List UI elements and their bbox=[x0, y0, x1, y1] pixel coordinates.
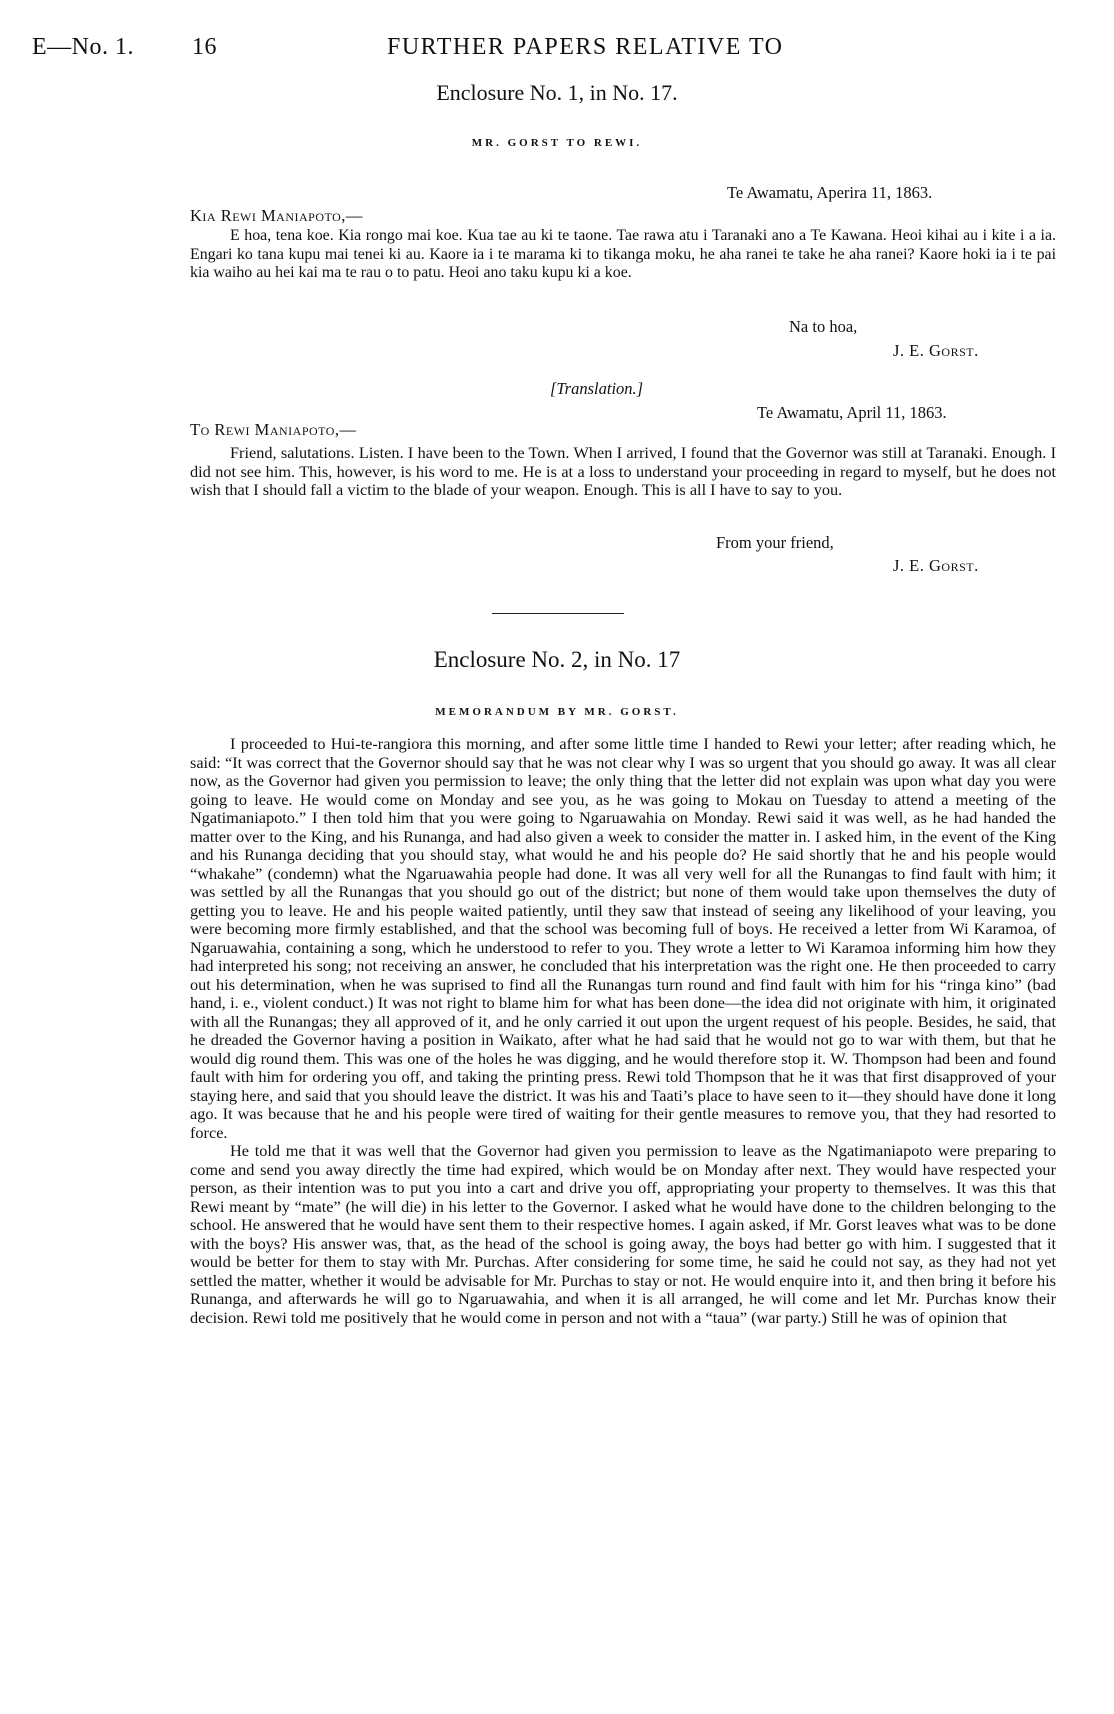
english-letter-body bbox=[190, 444, 1056, 500]
english-letter-text: Friend, salutations. Listen. I have been to the Town. When I arrived, I found that the Governor was still at Taranaki. Enough. I did not see him. This, however, is his word to me. He is at a loss to understand your proceeding in regard to myself, but he does not wish that I should fall a victim to the blade of your weapon. Enough. This is all I have to say to you. bbox=[190, 443, 1056, 499]
section-divider bbox=[492, 613, 624, 614]
memorandum-paragraph-1: I proceeded to Hui-te-rangiora this morning, and after some little time I handed to Rewi your letter; after reading which, he said: “It was correct that the Governor should say that he was not clear why I was so urgent that you should go away. It was all clear now, as the Governor had given you permission to leave; the only thing that the letter did not explain was upon what day you were going to leave. He would come on Monday and see you, as he was going to Mokau on Tuesday to attend a meeting of the Ngatimaniapoto.” I then told him that you were going to Ngaruawahia on Monday. Rewi said it was well, as he had handed the matter over to the King, and his Runanga, and had also given a week to consider the matter in. I asked him, in the event of the King and his Runanga deciding that you should stay, what would he and his people do? He said shortly that he and his people would “whakahe” (condemn) what the Ngaruawahia people had done. It was all very well for all the Runangas to find fault with him; it was settled by all the Runangas that you should go out of the district; but none of them would take upon themselves the duty of getting you to leave. He and his people waited patiently, until they saw that instead of seeing any likelihood of your leaving, you were becoming more firmly established, and that the school was becoming full of boys. He received a letter from Wi Karamoa, of Ngaruawahia, containing a song, which he understood to refer to you. They wrote a letter to Wi Karamoa informing him how they had interpreted his song; not receiving an answer, he concluded that his interpretation was the right one. He then proceeded to carry out his determination, when he was suprised to find all the Runangas turn round and find fault with him for his “ringa kino” (bad hand, i. e., violent conduct.) It was not right to blame him for what has been done—the idea did not originate with him, it originated with all the Runangas; they all approved of it, and he only carried it out upon the urgent request of his people. Besides, he said, that he dreaded the Governor having a position in Waikato, after what he had said that he would not go to war with them, but that he would dig round them. This was one of the holes he was digging, and he would therefore stop it. W. Thompson had been and found fault with him for ordering you off, and taking the printing press. Rewi told Thompson that he it was that first disapproved of your staying here, and said that you should leave the district. It was his and Taati’s place to have seen to it—they should have done it long ago. It was because that he and his people were tired of waiting for their gentle measures to remove you, that they had resorted to force. bbox=[190, 734, 1056, 1142]
translation-label: [Translation.] bbox=[550, 379, 644, 398]
maori-salutation: Kia Rewi Maniapoto,— bbox=[190, 206, 363, 225]
english-salutation: To Rewi Maniapoto,— bbox=[190, 420, 357, 439]
header-series: E—No. 1. bbox=[32, 34, 134, 60]
running-title: FURTHER PAPERS RELATIVE TO bbox=[387, 34, 784, 60]
enclosure2-subheading: MEMORANDUM BY MR. GORST. bbox=[435, 706, 679, 718]
maori-place-date: Te Awamatu, Aperira 11, 1863. bbox=[727, 183, 933, 202]
maori-closing: Na to hoa, bbox=[789, 317, 858, 336]
english-place-date: Te Awamatu, April 11, 1863. bbox=[757, 403, 947, 422]
maori-signature: J. E. Gorst. bbox=[893, 341, 979, 360]
page-number: 16 bbox=[192, 34, 217, 60]
enclosure2-heading: Enclosure No. 2, in No. 17 bbox=[433, 647, 681, 672]
english-signature: J. E. Gorst. bbox=[893, 556, 979, 575]
maori-letter-text: E hoa, tena koe. Kia rongo mai koe. Kua tae au ki te taone. Tae rawa atu i Taranaki ano a Te Kawana. Heoi kihai au i kite i a ia. Engari ko tana kupu mai tenei ki au. Kaore ia i te marama ki to tikanga moku, he aha ranei te take he aha ranei? Kaore hoki ia i te pai kia waiho au hei kai ma te rau o to patu. Heoi ano taku kupu ki a koe. bbox=[190, 227, 1056, 281]
enclosure1-subheading: MR. GORST TO REWI. bbox=[471, 137, 643, 149]
enclosure1-heading: Enclosure No. 1, in No. 17. bbox=[436, 80, 678, 105]
memorandum-body bbox=[190, 735, 1056, 1327]
maori-letter-body bbox=[190, 227, 1056, 283]
english-closing: From your friend, bbox=[716, 533, 834, 552]
memorandum-paragraph-2: He told me that it was well that the Governor had given you permission to leave as the Ngatimaniapoto were preparing to come and send you away directly the time had expired, which would be on Monday after next. They would have respected your person, as their intention was to put you into a cart and drive you off, appropriating your property to themselves. It was this that Rewi meant by “mate” (he will die) in his letter to the Governor. I asked what he would have done to the children belonging to the school. He answered that he would have sent them to their respective homes. I again asked, if Mr. Gorst leaves what was to be done with the boys? His answer was, that, as the head of the school is going away, the boys had better go with him. I suggested that it would be better for them to stay with Mr. Purchas. After considering for some time, he said he could not say, as they had not yet settled the matter, whether it would be advisable for Mr. Purchas to stay or not. He would enquire into it, and then bring it before his Runanga, and afterwards he will go to Ngaruawahia, and when it is all arranged, he will come and let Mr. Purchas know their decision. Rewi told me positively that he would come in person and not with a “taua” (war party.) Still he was of opinion that bbox=[190, 1141, 1056, 1327]
